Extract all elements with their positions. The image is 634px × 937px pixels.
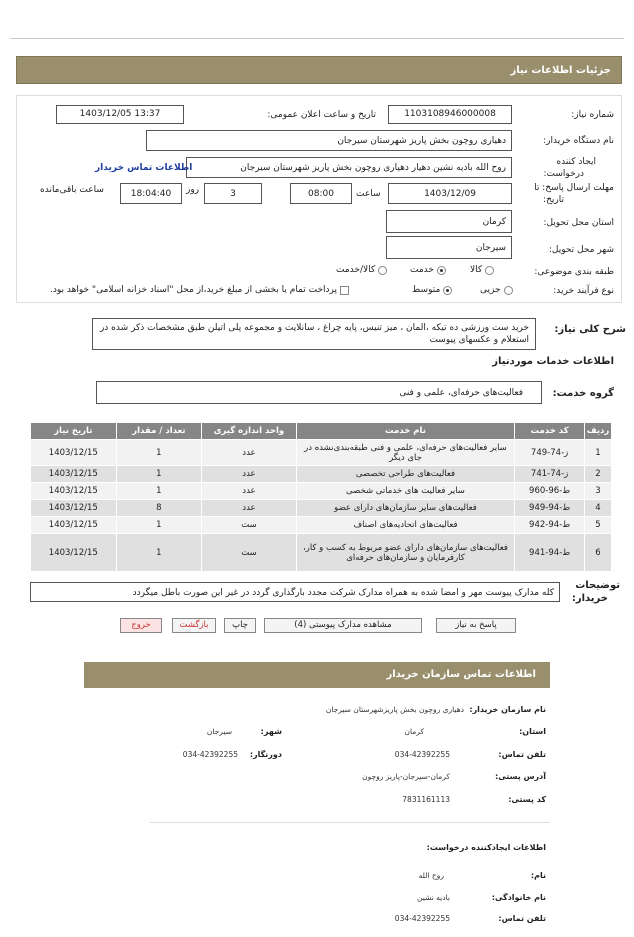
city-field: سیرجان xyxy=(386,236,512,259)
process-option-label: متوسط xyxy=(412,285,441,295)
first-name-value: روح الله xyxy=(418,871,444,880)
cell-code: ز-74-741 xyxy=(515,466,585,483)
last-name-value: بادیه نشین xyxy=(417,893,450,902)
postal-label: کد پستی: xyxy=(508,795,546,804)
services-table-wrap xyxy=(30,422,612,572)
exit-button[interactable]: خروج xyxy=(120,618,162,633)
page-header xyxy=(16,56,622,84)
description-label: شرح کلی نیاز: xyxy=(554,324,626,335)
column-header: تعداد / مقدار xyxy=(116,423,202,440)
payment-checkbox[interactable] xyxy=(50,285,349,295)
days-field: 3 xyxy=(204,183,262,204)
cell-name: سایر فعالیت‌های حرفه‌ای، علمی و فنی طبقه‌بندی‌نشده در جای دیگر xyxy=(296,440,514,466)
print-button[interactable]: چاپ xyxy=(224,618,256,633)
city-label: شهر محل تحویل: xyxy=(548,245,614,255)
cell-name: فعالیت‌های اتحادیه‌های اصناف xyxy=(296,517,514,534)
table-row xyxy=(31,534,612,572)
top-rule xyxy=(10,38,624,39)
org-name-label: نام سازمان خریدار: xyxy=(469,705,546,714)
announce-label: تاریخ و ساعت اعلان عمومی: xyxy=(267,110,376,120)
days-label: روز xyxy=(186,185,200,195)
cell-index: 1 xyxy=(584,440,611,466)
first-name-label: نام: xyxy=(530,871,546,880)
cell-qty: 1 xyxy=(116,440,202,466)
cell-unit: عدد xyxy=(202,466,297,483)
fax-value: 034-42392255 xyxy=(182,750,238,759)
category-option-both[interactable] xyxy=(336,265,387,275)
creator-info-title: اطلاعات ایجادکننده درخواست: xyxy=(426,843,546,852)
cell-unit: ست xyxy=(202,517,297,534)
cell-code: ط-94-942 xyxy=(515,517,585,534)
attachments-button[interactable]: مشاهده مدارک پیوستی (4) xyxy=(264,618,422,633)
cell-name: فعالیت‌های سازمان‌های دارای عضو مربوط به کسب و کار، کارفرمایان و سازمان‌های حرفه‌ای xyxy=(296,534,514,572)
notes-label: توضیحات xyxy=(575,580,620,591)
address-label: آدرس پستی: xyxy=(495,772,546,781)
cell-code: ط-94-941 xyxy=(515,534,585,572)
postal-value: 7831161113 xyxy=(402,795,450,804)
contact-title: اطلاعات تماس سازمان خریدار xyxy=(386,669,536,680)
cell-index: 4 xyxy=(584,500,611,517)
cell-unit: عدد xyxy=(202,500,297,517)
cell-date: 1403/12/15 xyxy=(31,517,117,534)
cell-date: 1403/12/15 xyxy=(31,483,117,500)
province-contact-label: استان: xyxy=(519,727,546,736)
cell-date: 1403/12/15 xyxy=(31,440,117,466)
cell-qty: 1 xyxy=(116,466,202,483)
services-title: اطلاعات خدمات موردنیاز xyxy=(492,356,614,367)
need-number-field: 1103108946000008 xyxy=(388,105,512,124)
need-number-label: شماره نیاز: xyxy=(571,110,614,120)
cell-qty: 1 xyxy=(116,483,202,500)
category-label: طبقه بندی موضوعی: xyxy=(534,267,614,277)
radio-icon xyxy=(504,286,513,295)
column-header: ردیف xyxy=(584,423,611,440)
phone-value: 034-42392255 xyxy=(394,750,450,759)
remaining-label: ساعت باقی‌مانده xyxy=(40,185,104,195)
creator-label: ایجاد کننده xyxy=(556,157,596,167)
process-option-medium[interactable] xyxy=(412,285,452,295)
services-table xyxy=(30,422,612,572)
buyer-org-label: نام دستگاه خریدار: xyxy=(543,136,614,146)
phone-label: تلفن تماس: xyxy=(498,750,546,759)
cell-index: 6 xyxy=(584,534,611,572)
notes-field: کله مدارک پیوست مهر و امضا شده به همراه مدارک شرکت مجدد بارگذاری گردد در غیر این صورت باطل میگردد xyxy=(30,582,560,602)
time-label: ساعت xyxy=(356,189,381,199)
cell-name: فعالیت‌های طراحی تخصصی xyxy=(296,466,514,483)
radio-icon xyxy=(378,266,387,275)
creator-phone-value: 034-42392255 xyxy=(394,914,450,923)
announce-field: 1403/12/05 13:37 xyxy=(56,105,184,124)
cell-date: 1403/12/15 xyxy=(31,534,117,572)
cell-code: ط-96-960 xyxy=(515,483,585,500)
category-option-label: کالا/خدمت xyxy=(336,265,376,275)
cell-qty: 8 xyxy=(116,500,202,517)
table-header-row xyxy=(31,423,612,440)
creator-label-2: درخواست: xyxy=(543,169,584,179)
checkbox-icon xyxy=(340,286,349,295)
description-field: خرید ست ورزشی ده تیکه ،المان ، میز تنیس، پایه چراغ ، سانلایت و مجموعه پلی اتیلن طبق مشخصات ذکر شده در استعلام و عکسهای پیوست xyxy=(92,318,536,350)
creator-field: روح الله بادیه نشین دهیار دهیاری روچون بخش پاریز شهرستان سیرجان xyxy=(186,157,512,178)
column-header: تاریخ نیاز xyxy=(31,423,117,440)
process-option-label: جزیی xyxy=(480,285,501,295)
payment-note: پرداخت تمام یا بخشی از مبلغ خرید،از محل "اسناد خزانه اسلامی" خواهد بود. xyxy=(50,285,338,295)
fax-label: دورنگار: xyxy=(249,750,282,759)
cell-code: ط-94-949 xyxy=(515,500,585,517)
org-name-value: دهیاری روچون بخش پاریزشهرستان سیرجان xyxy=(325,705,464,714)
city-contact-label: شهر: xyxy=(260,727,282,736)
notes-label-2: خریدار: xyxy=(571,593,608,604)
category-option-goods[interactable] xyxy=(470,265,494,275)
table-row xyxy=(31,500,612,517)
table-row xyxy=(31,466,612,483)
cell-unit: عدد xyxy=(202,483,297,500)
cell-name: سایر فعالیت های خدماتی شخصی xyxy=(296,483,514,500)
table-row xyxy=(31,440,612,466)
cell-code: ز-74-749 xyxy=(515,440,585,466)
cell-qty: 1 xyxy=(116,517,202,534)
province-field: کرمان xyxy=(386,210,512,233)
radio-selected-icon xyxy=(437,266,446,275)
divider xyxy=(150,822,550,823)
cell-index: 5 xyxy=(584,517,611,534)
cell-index: 3 xyxy=(584,483,611,500)
address-value: کرمان-سیرجان-پاریز روچون xyxy=(362,772,450,781)
buyer-contact-link[interactable]: اطلاعات تماس خریدار xyxy=(95,163,193,173)
remaining-time-field: 18:04:40 xyxy=(120,183,182,204)
contact-header xyxy=(84,662,550,688)
back-button[interactable]: بازگشت xyxy=(172,618,216,633)
cell-unit: عدد xyxy=(202,440,297,466)
deadline-label-2: تاریخ: xyxy=(543,195,564,205)
table-row xyxy=(31,517,612,534)
deadline-time-field: 08:00 xyxy=(290,183,352,204)
reply-button[interactable]: پاسخ به نیاز xyxy=(436,618,516,633)
page-title: جزئیات اطلاعات نیاز xyxy=(510,65,611,76)
service-group-label: گروه خدمت: xyxy=(552,388,614,399)
cell-date: 1403/12/15 xyxy=(31,500,117,517)
cell-index: 2 xyxy=(584,466,611,483)
cell-unit: ست xyxy=(202,534,297,572)
radio-selected-icon xyxy=(443,286,452,295)
cell-date: 1403/12/15 xyxy=(31,466,117,483)
category-option-service[interactable] xyxy=(410,265,446,275)
deadline-date-field: 1403/12/09 xyxy=(388,183,512,204)
deadline-label: مهلت ارسال پاسخ: تا xyxy=(534,183,614,193)
column-header: نام خدمت xyxy=(296,423,514,440)
city-contact-value: سیرجان xyxy=(206,727,232,736)
cell-qty: 1 xyxy=(116,534,202,572)
category-option-label: کالا xyxy=(470,265,483,275)
province-label: استان محل تحویل: xyxy=(543,218,614,228)
table-row xyxy=(31,483,612,500)
radio-icon xyxy=(485,266,494,275)
column-header: واحد اندازه گیری xyxy=(202,423,297,440)
service-group-field: فعالیت‌های حرفه‌ای، علمی و فنی xyxy=(96,381,542,404)
buyer-org-field: دهیاری روچون بخش پاریز شهرستان سیرجان xyxy=(146,130,512,151)
last-name-label: نام خانوادگی: xyxy=(491,893,546,902)
creator-phone-label: تلفن تماس: xyxy=(498,914,546,923)
column-header: کد خدمت xyxy=(515,423,585,440)
category-option-label: خدمت xyxy=(410,265,434,275)
process-label: نوع فرآیند خرید: xyxy=(553,286,614,296)
process-option-minor[interactable] xyxy=(480,285,513,295)
cell-name: فعالیت‌های سایر سازمان‌های دارای عضو xyxy=(296,500,514,517)
province-contact-value: کرمان xyxy=(404,727,424,736)
